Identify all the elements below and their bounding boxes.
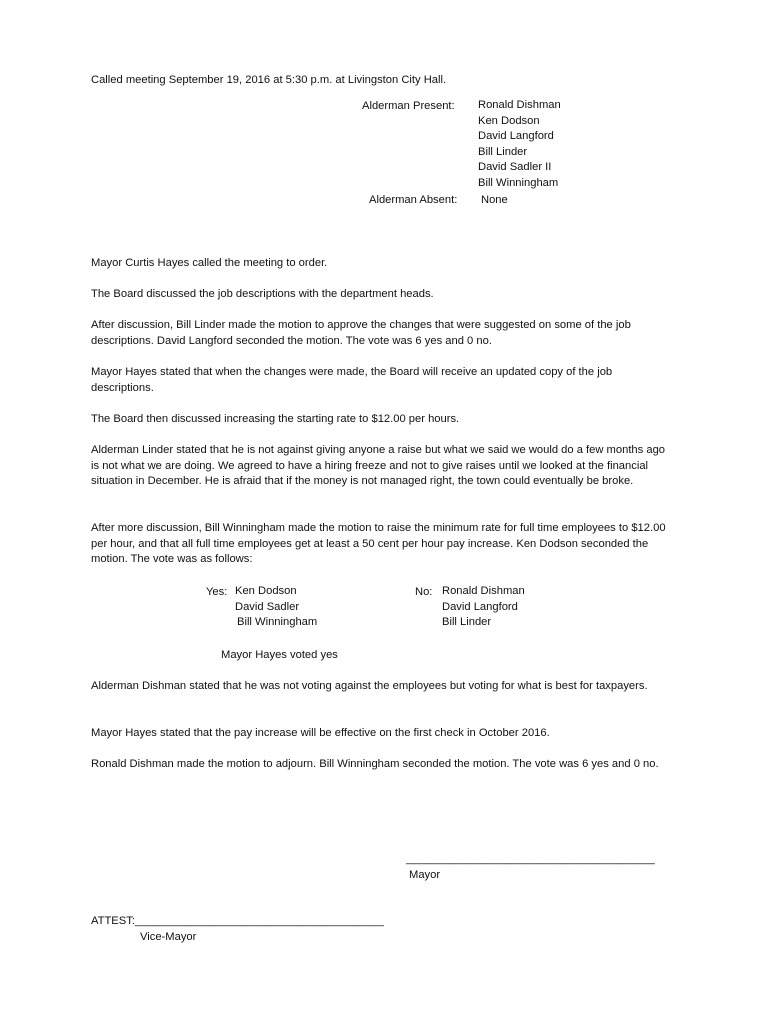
present-name: Ronald Dishman	[478, 99, 561, 111]
no-voter: David Langford	[442, 600, 518, 613]
yes-voter: Bill Winningham	[237, 616, 318, 629]
yes-votes	[235, 584, 317, 631]
present-name: Bill Winningham	[478, 176, 559, 189]
no-voter: Ronald Dishman	[442, 585, 525, 597]
mayor-signature-line: ________________________________________	[406, 853, 655, 865]
paragraph: Alderman Dishman stated that he was not voting against the employees but voting for what is best for taxpayers.	[91, 680, 648, 692]
mayor-signature-label: Mayor	[409, 869, 441, 881]
absent-value: None	[481, 194, 508, 206]
paragraph: Alderman Linder stated that he is not against giving anyone a raise but what we said we would do a few months ago is not what we are doing. We agreed to have a hiring freeze and not to give raises until we looked at the financial situation in December. He is afraid that if the money is not managed right, the town could eventually be broke.	[91, 444, 666, 488]
present-name: Bill Linder	[478, 145, 528, 158]
present-list	[478, 98, 561, 192]
paragraph: After more discussion, Bill Winningham made the motion to raise the minimum rate for full time employees to $12.00 per hour, and that all full time employees get at least a 50 cent per hour pay increase. Ken Dodson seconded the motion. The vote was as follows:	[91, 522, 666, 566]
absent-label: Alderman Absent:	[369, 194, 458, 206]
present-name: David Sadler II	[478, 161, 552, 174]
paragraph: Mayor Hayes stated that when the changes were made, the Board will receive an updated copy of the job descriptions.	[91, 366, 613, 394]
yes-label: Yes:	[206, 586, 228, 598]
present-name: Ken Dodson	[478, 114, 540, 127]
present-name: David Langford	[478, 130, 554, 143]
paragraph: Mayor Curtis Hayes called the meeting to order.	[91, 257, 328, 269]
no-label: No:	[415, 586, 433, 598]
paragraph: The Board then discussed increasing the starting rate to $12.00 per hours.	[91, 413, 460, 425]
yes-voter: Ken Dodson	[235, 585, 297, 597]
no-votes	[442, 584, 525, 631]
attest-signature-line: ATTEST:________________________________________	[91, 915, 384, 927]
vice-mayor-label: Vice-Mayor	[140, 931, 197, 943]
paragraph: The Board discussed the job descriptions with the department heads.	[91, 288, 434, 300]
paragraph: Mayor Hayes stated that the pay increase will be effective on the first check in October 2016.	[91, 727, 550, 739]
yes-voter: David Sadler	[235, 600, 300, 613]
meeting-header: Called meeting September 19, 2016 at 5:30 p.m. at Livingston City Hall.	[91, 74, 447, 86]
paragraph: Ronald Dishman made the motion to adjourn. Bill Winningham seconded the motion. The vote was 6 yes and 0 no.	[91, 758, 659, 770]
present-label: Alderman Present:	[362, 100, 455, 112]
no-voter: Bill Linder	[442, 616, 492, 629]
mayor-vote: Mayor Hayes voted yes	[221, 649, 338, 661]
paragraph: After discussion, Bill Linder made the motion to approve the changes that were suggested on some of the job descriptions. David Langford seconded the motion. The vote was 6 yes and 0 no.	[91, 319, 631, 347]
